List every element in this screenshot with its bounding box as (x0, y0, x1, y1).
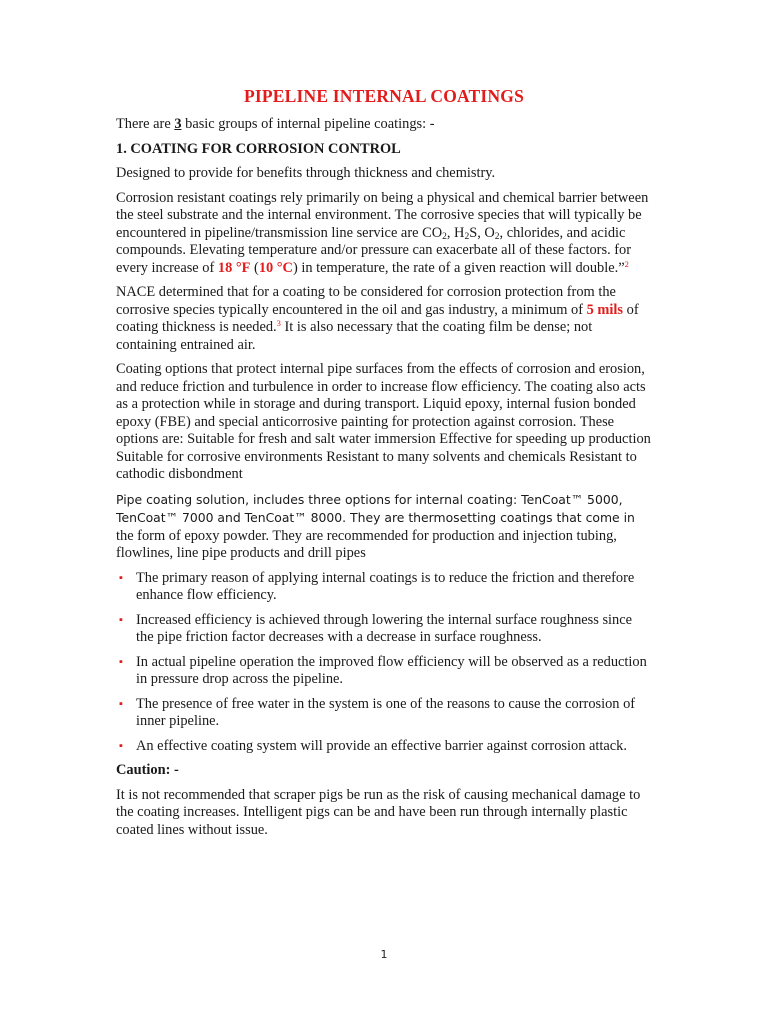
intro-text: There are (116, 116, 175, 132)
text-span: It is also necessary that the coating film be dense; not containing entrained air. (116, 319, 593, 353)
list-item (116, 612, 652, 647)
list-item-text: Increased efficiency is achieved through lowering the internal surface roughness since the pipe friction factor decreases with a decrease in surface roughness. (136, 611, 633, 645)
text-span: Pipe coating solution, includes three options for internal coating: TenCoat™ 5000, TenCoat™ 7000 and TenCoat™ 8000. They are thermosetting coatings that come in (116, 491, 635, 525)
subscript: 2 (442, 231, 447, 242)
footnote-ref[interactable]: 2 (624, 258, 629, 269)
paragraph-pipe-coating-solution (116, 491, 652, 563)
paragraph-benefits: Designed to provide for benefits through thickness and chemistry. (116, 165, 496, 181)
text-span: S, O (469, 224, 495, 241)
page-title: PIPELINE INTERNAL COATINGS (243, 86, 525, 106)
temperature-celsius: 10 °C (258, 259, 293, 276)
benefits-list (116, 570, 652, 756)
group-count: 3 (174, 116, 182, 132)
bullet-icon: ▪ (119, 655, 123, 668)
page-number: 1 (380, 948, 388, 961)
text-span: of coating thickness is needed. (116, 301, 639, 335)
list-item-text: The primary reason of applying internal coatings is to reduce the friction and therefore enhance flow efficiency. (136, 569, 635, 603)
list-item (116, 738, 652, 756)
paragraph-nace (116, 284, 652, 354)
text-span: , chlorides, and acidic compounds. Elevating temperature and/or pressure can exacerbate all of these factors. for every increase of (116, 224, 632, 276)
text-span: Corrosion resistant coatings rely primarily on being a physical and chemical barrier between the steel substrate and the internal environment. The corrosive species that will typically be encountered in pipeline/transmission line service are CO (116, 189, 649, 241)
text-span: ) in temperature, the rate of a given reaction will double.” (292, 259, 625, 276)
text-span: , H (446, 224, 465, 241)
caution-paragraph: It is not recommended that scraper pigs be run as the risk of causing mechanical damage to the coating increases. Intelligent pigs can be and have been run through internally plastic coated lines without issue. (116, 786, 641, 838)
bullet-icon: ▪ (119, 739, 123, 752)
temperature-fahrenheit: 18 °F (217, 259, 251, 276)
subscript: 2 (494, 231, 500, 242)
list-item-text: The presence of free water in the system is one of the reasons to cause the corrosion of inner pipeline. (136, 695, 636, 729)
list-item (116, 570, 652, 605)
bullet-icon: ▪ (119, 697, 123, 710)
subscript: 2 (464, 231, 470, 242)
text-span: ( (250, 259, 259, 276)
bullet-icon: ▪ (119, 613, 123, 626)
intro-text-end: basic groups of internal pipeline coatings: - (181, 116, 435, 132)
footnote-ref[interactable]: 3 (276, 318, 281, 328)
text-span: NACE determined that for a coating to be considered for corrosion protection from the corrosive species typically encountered in the oil and gas industry, a minimum of (116, 284, 616, 318)
thickness-value: 5 mils (586, 301, 624, 318)
paragraph-coating-options: Coating options that protect internal pipe surfaces from the effects of corrosion and erosion, and reduce friction and turbulence in order to increase flow efficiency. The coating also acts as a protection while in storage and during transport. Liquid epoxy, internal fusion bonded epoxy (FBE) and special anticorrosive painting for protection against corrosion. These options are: Suitable for fresh and salt water immersion Effective for speeding up production Suitable for corrosive environments Resistant to many solvents and chemicals Resistant to cathodic disbondment (116, 361, 651, 482)
intro-paragraph (116, 116, 652, 134)
text-span: the form of epoxy powder. They are recommended for production and injection tubing, flowlines, line pipe products and drill pipes (116, 527, 617, 561)
list-item-text: In actual pipeline operation the improved flow efficiency will be observed as a reduction in pressure drop across the pipeline. (136, 653, 647, 687)
list-item (116, 654, 652, 689)
list-item (116, 696, 652, 731)
bullet-icon: ▪ (119, 571, 123, 584)
paragraph-corrosive-species (116, 190, 652, 278)
list-item-text: An effective coating system will provide an effective barrier against corrosion attack. (136, 737, 627, 754)
section-heading-corrosion-control: 1. COATING FOR CORROSION CONTROL (116, 140, 401, 157)
caution-heading: Caution: - (116, 762, 179, 778)
